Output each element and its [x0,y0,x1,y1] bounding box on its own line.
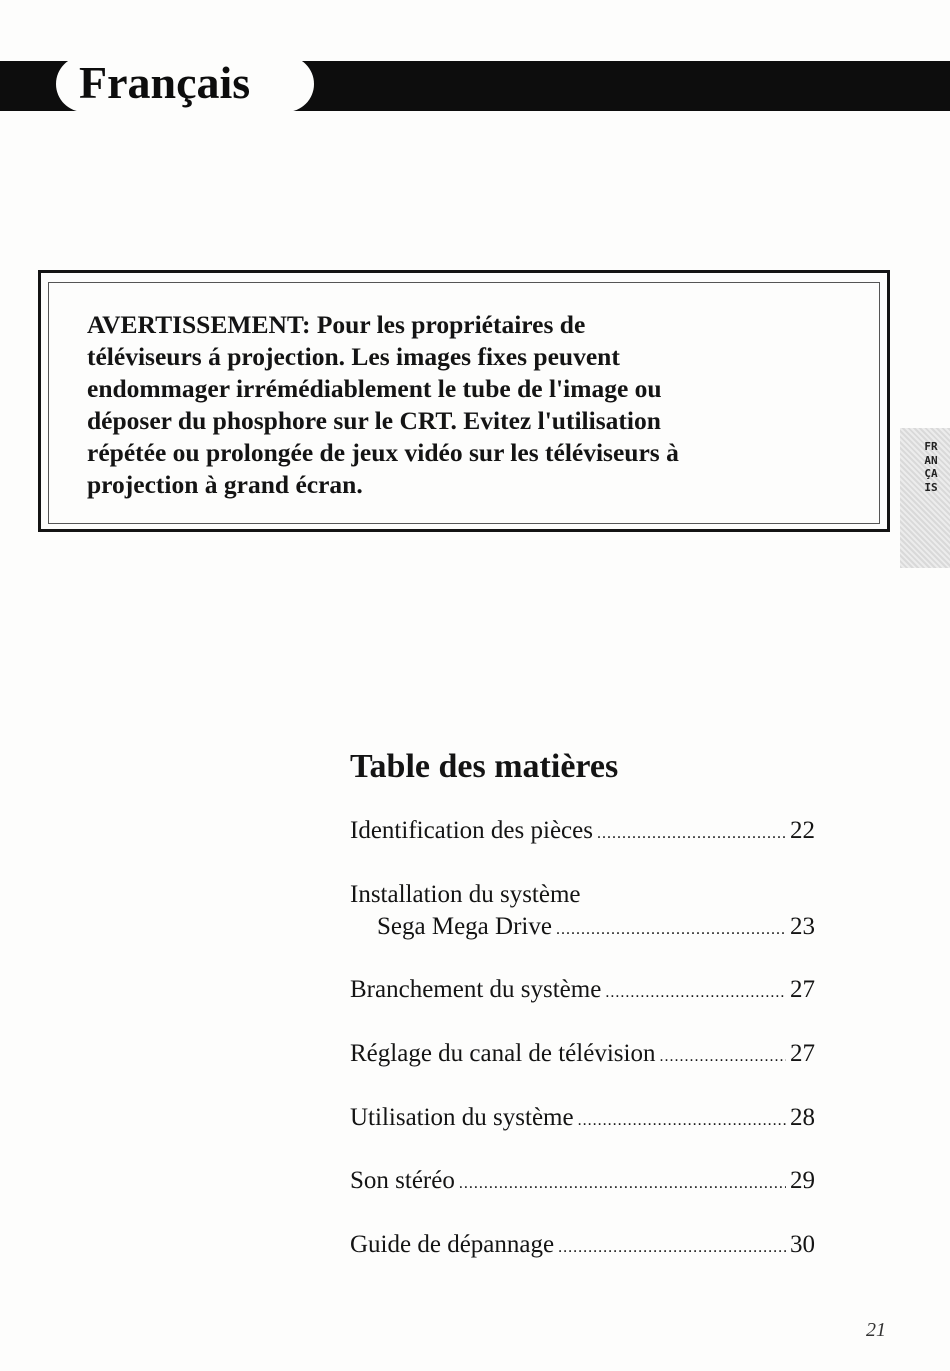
toc-entry-label: Identification des pièces [350,817,593,844]
toc-entry [350,815,815,850]
toc-entry [350,1229,815,1264]
toc-entry-page: 30 [790,1231,815,1258]
toc-entry-page: 23 [790,913,815,940]
toc-title: Table des matières [350,748,619,785]
toc-entry-label: Réglage du canal de télévision [350,1040,656,1067]
toc-leader-dots [605,977,786,1009]
toc-leader-dots [459,1168,786,1200]
warning-text [87,309,877,501]
toc-entry [350,974,815,1009]
side-tab-label: FRANÇAIS [924,440,938,494]
toc-entry [350,1102,815,1137]
warning-line: projection à grand écran. [87,470,363,499]
warning-line: téléviseurs á projection. Les images fixes peuvent [87,342,620,371]
toc-entry [350,1165,815,1200]
toc-entry-page: 28 [790,1104,815,1131]
warning-line: déposer du phosphore sur le CRT. Evitez l'utilisation [87,406,661,435]
toc-entry-label: Installation du système [350,881,581,908]
toc-leader-dots [578,1105,786,1137]
toc-entry-sublabel: Sega Mega Drive [377,913,552,940]
toc-leader-dots [597,818,786,850]
warning-line: AVERTISSEMENT: Pour les propriétaires de [87,310,586,339]
toc-leader-dots [556,914,786,946]
toc-entry-page: 27 [790,1040,815,1067]
toc-entry [350,879,815,946]
page-number: 21 [866,1319,886,1341]
toc-entry-page: 22 [790,817,815,844]
warning-line: endommager irrémédiablement le tube de l'image ou [87,374,662,403]
toc-entry-label: Utilisation du système [350,1104,574,1131]
toc-entry-page: 29 [790,1167,815,1194]
toc-entry-label: Branchement du système [350,976,602,1003]
page-title: Français [79,57,251,108]
toc-entry [350,1038,815,1073]
toc-entry-page: 27 [790,976,815,1003]
toc-entry-label: Son stéréo [350,1167,455,1194]
warning-line: répétée ou prolongée de jeux vidéo sur les téléviseurs à [87,438,679,467]
toc-leader-dots [558,1232,786,1264]
toc-entry-label: Guide de dépannage [350,1231,555,1258]
toc-leader-dots [659,1041,786,1073]
